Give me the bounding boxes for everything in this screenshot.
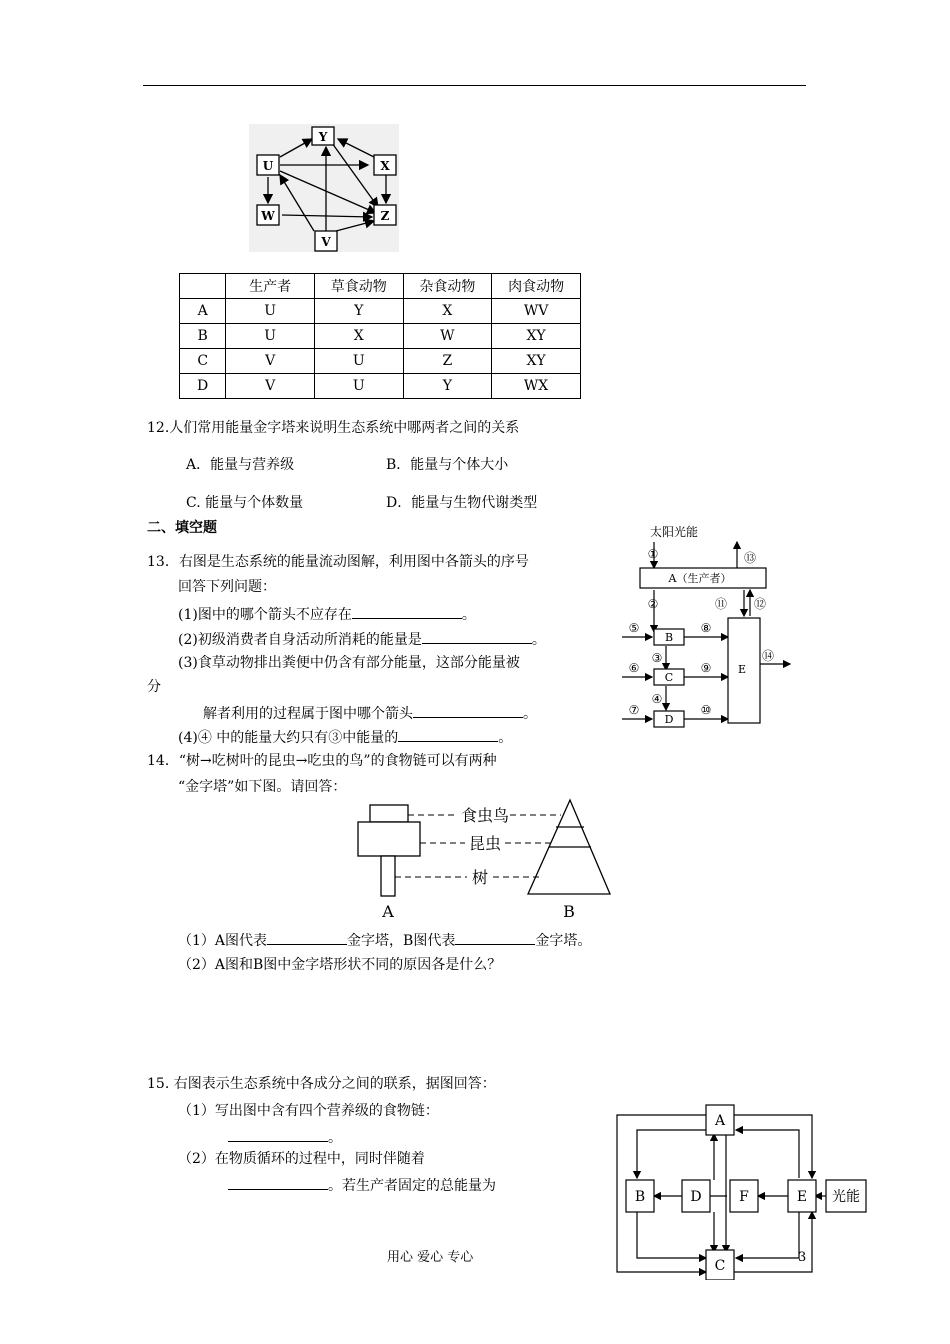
box-c: C [664,671,674,684]
q14-part1-text-b: 金字塔，B图代表 [347,933,456,949]
node-b: B [634,1189,646,1205]
period: 。 [461,607,476,623]
node-f: F [739,1189,749,1205]
table-cell: Y [403,374,492,399]
num-4: ④ [651,692,663,706]
label-bird: 食虫鸟 [460,806,510,825]
period: 。 [531,632,546,648]
table-row [180,299,581,324]
table-cell: Z [403,349,492,374]
pyramid-figure [355,795,620,925]
num-11: ⑪ [714,597,728,611]
q12-option-b[interactable]: B．能量与个体大小 [386,457,509,473]
table-cell: C [180,349,226,374]
table-cell: X [314,324,403,349]
header-rule [143,85,806,86]
table-header-cell: 杂食动物 [403,274,492,299]
light-label: 光能 [832,1189,860,1205]
node-c: C [714,1258,726,1274]
label-a: A [382,902,394,921]
node-e: E [796,1189,808,1205]
table-cell: V [226,349,315,374]
period: 。 [523,706,537,722]
q14-part1-text-a: （1）A图代表 [178,933,268,949]
num-3: ③ [651,651,663,665]
q13-line2: 回答下列问题： [178,579,276,595]
node-d: D [690,1189,702,1205]
q15-part2-answer [228,1175,496,1195]
table-header-cell: 生产者 [226,274,315,299]
q13-part3a: (3)食草动物排出粪便中仍含有部分能量，这部分能量被 [178,655,520,671]
node-v: V [321,235,331,249]
q13-part1-text: (1)图中的哪个箭头不应存在 [178,607,352,623]
table-header-row [180,274,581,299]
section-title: 二、填空题 [147,520,217,536]
table-cell: D [180,374,226,399]
q13-part1 [178,604,476,624]
answer-blank[interactable] [413,703,523,718]
box-e: E [737,663,747,676]
q15-part2: （2）在物质循环的过程中，同时伴随着 [178,1151,425,1167]
table-cell: Y [314,299,403,324]
q13-part3c [203,703,537,723]
food-web-figure [248,123,400,253]
answer-blank[interactable] [352,604,462,619]
q13-part4-text: (4)④ 中的能量大约只有③中能量的 [178,730,399,746]
num-12: ⑫ [753,597,767,611]
q14-line1: 14．“树→吃树叶的昆虫→吃虫的鸟”的食物链可以有两种 [147,753,497,769]
num-5: ⑤ [628,621,640,635]
q13-part2-text: (2)初级消费者自身活动所消耗的能量是 [178,632,422,648]
q13-part2 [178,629,546,649]
q13-part4 [178,727,512,747]
box-b: B [664,631,674,644]
answer-blank[interactable] [455,930,535,945]
table-cell: U [314,349,403,374]
table-row [180,374,581,399]
num-9: ⑨ [700,661,712,675]
q12-option-d[interactable]: D．能量与生物代谢类型 [386,495,538,511]
q15-part1-answer [228,1127,342,1147]
footer-text: 用心 爱心 专心 [387,1250,474,1265]
answer-blank[interactable] [228,1175,328,1190]
table-cell: X [403,299,492,324]
num-7: ⑦ [628,703,640,717]
table-cell: XY [492,349,581,374]
table-cell: B [180,324,226,349]
answer-blank[interactable] [228,1127,328,1142]
label-tree: 树 [471,868,489,887]
num-1: ① [647,547,659,561]
table-header-cell: 草食动物 [314,274,403,299]
q13-line1: 13．右图是生态系统的能量流动图解，利用图中各箭头的序号 [147,554,529,570]
food-web-table [179,273,581,399]
answer-blank[interactable] [422,629,532,644]
energy-flow-figure [620,520,800,735]
table-cell: WX [492,374,581,399]
num-14: ⑭ [761,649,775,663]
table-row [180,349,581,374]
page-number: 3 [798,1250,807,1265]
q15-part2-text: 。若生产者固定的总能量为 [328,1178,496,1194]
table-row [180,324,581,349]
node-z: Z [380,209,390,223]
q15-line1: 15. 右图表示生态系统中各成分之间的联系，据图回答： [147,1076,496,1092]
table-cell: U [226,299,315,324]
num-13: ⑬ [743,551,757,565]
table-cell: WV [492,299,581,324]
producer-label: A（生产者） [668,572,732,585]
label-insect: 昆虫 [468,834,502,853]
q12-option-a[interactable]: A．能量与营养级 [186,457,295,473]
table-header-cell [180,274,226,299]
node-y: Y [318,130,328,144]
answer-blank[interactable] [398,727,498,742]
q14-part1 [178,930,591,950]
node-u: U [262,159,274,173]
sun-label: 太阳光能 [650,525,699,539]
answer-blank[interactable] [267,930,347,945]
ecosystem-cycle-figure [612,1100,867,1280]
q15-part1: （1）写出图中含有四个营养级的食物链： [178,1103,439,1119]
num-6: ⑥ [628,661,640,675]
table-cell: V [226,374,315,399]
q13-part3b: 分 [147,679,161,695]
node-x: X [380,159,390,173]
num-8: ⑧ [700,621,712,635]
q12-stem: 12.人们常用能量金字塔来说明生态系统中哪两者之间的关系 [147,420,520,436]
table-cell: W [403,324,492,349]
node-a: A [714,1113,726,1129]
table-cell: U [314,374,403,399]
q12-option-c[interactable]: C. 能量与个体数量 [186,495,304,511]
node-w: W [261,209,275,223]
q14-part1-text-c: 金字塔。 [535,933,592,949]
period: 。 [328,1130,342,1146]
table-header-cell: 肉食动物 [492,274,581,299]
q14-part2: （2）A图和B图中金字塔形状不同的原因各是什么？ [178,957,502,973]
box-d: D [664,713,674,726]
q13-part3c-text: 解者利用的过程属于图中哪个箭头 [203,706,413,722]
table-cell: A [180,299,226,324]
table-cell: U [226,324,315,349]
label-b: B [563,902,575,921]
period: 。 [498,730,513,746]
num-10: ⑩ [700,703,712,717]
num-2: ② [647,597,659,611]
table-cell: XY [492,324,581,349]
q14-line2: “金字塔”如下图。请回答： [178,779,347,795]
